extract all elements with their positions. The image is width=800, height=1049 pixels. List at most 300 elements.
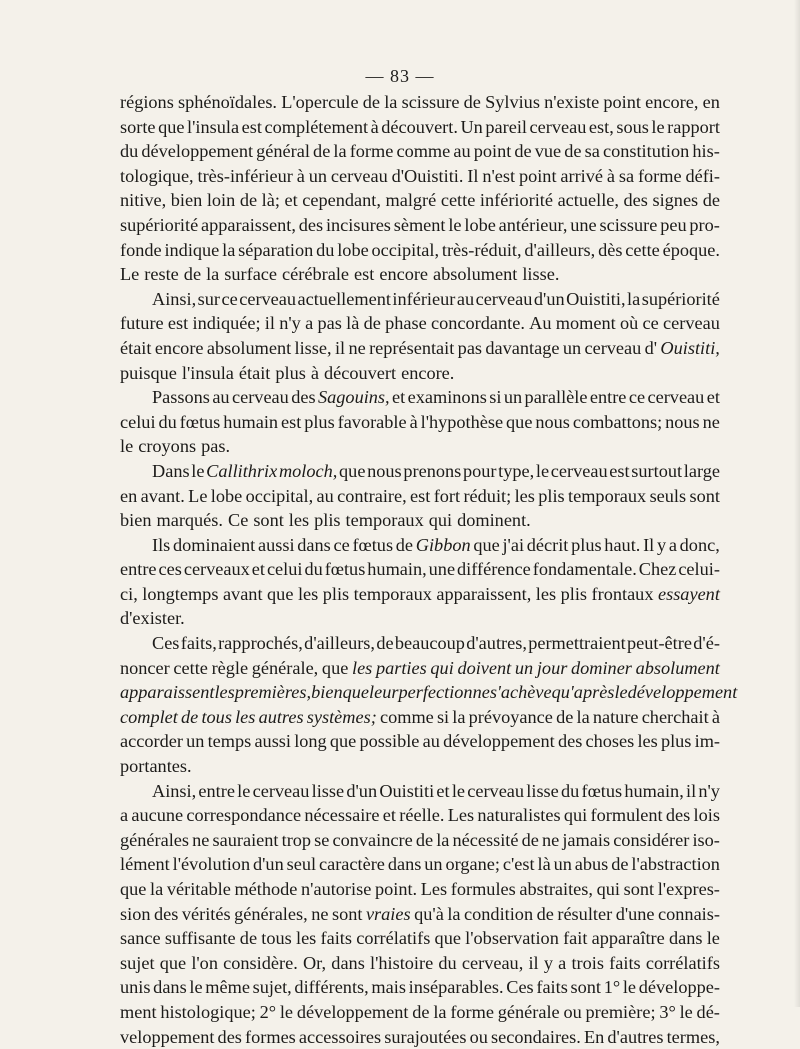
word: est [410, 485, 431, 506]
word: cerveaux [183, 559, 250, 580]
word: croyons [138, 436, 197, 457]
word: ce [642, 313, 659, 334]
word: point [603, 92, 641, 112]
word: générales, [234, 903, 308, 924]
word: forme [349, 141, 394, 162]
word: l'abstraction [631, 854, 720, 875]
word: fort [433, 485, 461, 506]
word: l'histoire [370, 952, 434, 973]
word: a [305, 313, 314, 334]
word: de [702, 190, 720, 211]
text-line [120, 705, 720, 730]
word: qui [428, 510, 453, 531]
word: l'évolution [172, 854, 251, 875]
text-line [120, 459, 720, 484]
word: ou [563, 1001, 582, 1022]
word: de [536, 903, 554, 924]
word: Gibbon [415, 534, 471, 555]
word: nécessité [452, 829, 519, 850]
word: le [451, 780, 466, 801]
word: choses [585, 731, 635, 752]
word: celui [120, 411, 156, 432]
word: développement [296, 1001, 409, 1022]
word: faits [320, 928, 352, 949]
word: sont [689, 485, 720, 506]
word: de [611, 854, 629, 875]
word: la [447, 903, 461, 924]
word: à [370, 116, 379, 137]
word: le [535, 460, 550, 481]
word: les [514, 485, 535, 506]
word: cerveau [529, 116, 587, 137]
word: apparaissent, [436, 583, 532, 604]
word: cerveau [647, 387, 705, 408]
word: Ouistiti, [660, 337, 720, 358]
word: peu [660, 214, 687, 235]
word: la [627, 288, 641, 309]
word: dans [297, 534, 331, 555]
word: moloch, [278, 460, 338, 481]
word: fœtus [179, 411, 221, 432]
word: prévoyance [468, 706, 553, 727]
word: point. [374, 879, 418, 899]
word: cependant, [302, 190, 381, 211]
word: cette [173, 657, 208, 678]
word: forme [637, 165, 682, 186]
word: développe- [638, 977, 720, 998]
word: j'ai [502, 534, 525, 555]
word: des [153, 903, 179, 924]
text-line [120, 164, 720, 189]
word: ci, [120, 583, 138, 604]
word: Ouistiti, [566, 288, 626, 309]
word: d' [644, 337, 658, 358]
word: différents, [294, 977, 369, 998]
word: des [217, 1026, 242, 1047]
word: lisse [311, 780, 345, 801]
text-line [120, 877, 720, 902]
word: Le [120, 264, 140, 285]
word: là; [261, 190, 280, 211]
word: les [214, 682, 235, 703]
word: ne [702, 411, 720, 432]
word: un [503, 387, 523, 408]
word: sa [584, 141, 600, 162]
word: tous [201, 706, 232, 727]
text-line [120, 631, 720, 656]
word: de [556, 706, 574, 727]
word: à [296, 165, 305, 186]
text-line [120, 90, 720, 115]
text-line [120, 582, 720, 607]
word: encore. [401, 362, 455, 383]
word: est [241, 116, 262, 137]
word: là [346, 313, 360, 334]
word: fait [563, 928, 588, 949]
word: examinons [407, 387, 487, 408]
text-line [120, 262, 720, 287]
word: réelle. [399, 805, 445, 826]
word: en [702, 92, 720, 112]
word: trois [571, 952, 604, 973]
word: cerveau [467, 780, 525, 801]
word: nature [592, 706, 639, 727]
word: la [206, 264, 220, 285]
text-line [120, 336, 720, 361]
word: les [288, 510, 310, 531]
word: et [382, 805, 396, 826]
word: a [558, 952, 567, 973]
word: que [329, 731, 357, 752]
word: organe; [445, 854, 500, 875]
word: Ils [152, 534, 171, 555]
word: Ces [152, 633, 180, 654]
word: Les [420, 879, 448, 899]
word: vraies [365, 903, 411, 924]
word: Ces [506, 977, 534, 998]
word: En [583, 1026, 605, 1047]
word: si [489, 387, 502, 408]
word: sujet, [252, 977, 292, 998]
body-text [120, 90, 738, 1049]
word: du [304, 559, 323, 580]
word: du [158, 411, 177, 432]
word: Or, [302, 952, 327, 973]
word: scissure [401, 92, 460, 112]
word: que [339, 460, 366, 481]
word: nitive, [120, 190, 167, 211]
word: autres [258, 706, 304, 727]
word: l'insula [187, 116, 240, 137]
word: les [535, 583, 557, 604]
word: sauraient [212, 829, 279, 850]
word: des [557, 731, 583, 752]
word: l'observation [465, 928, 559, 949]
word: Les [447, 805, 475, 826]
word: véritable [166, 879, 231, 899]
word: fondamentale. [532, 559, 637, 580]
word: qui [596, 879, 620, 899]
word: de [514, 141, 532, 162]
word: la [384, 92, 398, 112]
word: faits [609, 952, 641, 973]
word: général [256, 141, 310, 162]
word: en [120, 485, 138, 506]
word: le [679, 1001, 693, 1022]
word: du [438, 952, 457, 973]
word: de [239, 928, 258, 949]
word: est, [588, 116, 614, 137]
word: forme [450, 1001, 494, 1022]
word: dans [153, 977, 187, 998]
word: perfection [398, 682, 473, 703]
text-line [120, 606, 720, 631]
word: des [623, 190, 648, 211]
word: prenons [403, 460, 462, 481]
word: comme [396, 141, 451, 162]
word: parties [375, 657, 427, 678]
word: accessoires [298, 1026, 382, 1047]
word: les [297, 583, 319, 604]
word: séparation [238, 239, 314, 260]
word: d'un [346, 780, 378, 801]
word: im- [694, 731, 720, 752]
word: cerveau [663, 313, 720, 334]
word: et [436, 780, 450, 801]
word: d'autres [607, 1026, 664, 1047]
word: est [609, 460, 630, 481]
text-line [120, 213, 720, 238]
word: Callithrix [206, 460, 278, 481]
word: que [434, 928, 461, 949]
word: est [280, 411, 302, 432]
word: d'un [253, 854, 284, 875]
word: plis [538, 485, 565, 506]
word: et [392, 387, 406, 408]
word: aussi [254, 731, 291, 752]
word: type, [498, 460, 535, 481]
word: très-réduit, [441, 239, 522, 260]
word: n'autorise [301, 879, 372, 899]
word: cerveau [550, 460, 608, 481]
word: Un [460, 116, 483, 137]
word: seul [286, 854, 317, 875]
word: n'existe [544, 92, 600, 112]
word: large [683, 460, 720, 481]
word: Ainsi, [152, 780, 197, 801]
word: les [295, 928, 317, 949]
word: phase [385, 313, 427, 334]
word: il [528, 952, 539, 973]
word: Sagouins, [318, 387, 390, 408]
word: condition [464, 903, 534, 924]
word: faits [536, 977, 568, 998]
word: de [564, 141, 582, 162]
word: de [313, 141, 331, 162]
word: ce [333, 534, 350, 555]
word: humain [223, 411, 279, 432]
word: future [120, 313, 164, 334]
word: celui [266, 559, 303, 580]
word: temporaux [568, 485, 647, 506]
word: noncer [120, 657, 170, 678]
word: actuellement [297, 288, 391, 309]
word: plus [571, 534, 602, 555]
word: si [436, 706, 450, 727]
word: L'opercule [281, 92, 359, 112]
word: les [637, 731, 658, 752]
word: haut. [604, 534, 641, 555]
word: apparaissent, [201, 214, 296, 235]
word: sa [618, 165, 635, 186]
word: Le [188, 485, 208, 506]
text-line [120, 1000, 720, 1025]
word: que [120, 879, 147, 899]
word: contraire, [337, 485, 407, 506]
word: et [284, 190, 298, 211]
word: de [183, 264, 202, 285]
word: de [412, 1001, 430, 1022]
word: un [514, 657, 534, 678]
word: sont [570, 977, 602, 998]
word: l'hypothèse [420, 411, 504, 432]
word: bien [120, 510, 152, 531]
word: 1° [603, 977, 621, 998]
word: réduit; [463, 485, 512, 506]
word: premières, [234, 682, 312, 703]
word: cerveau [252, 780, 310, 801]
word: un [424, 854, 443, 875]
word: au [212, 387, 230, 408]
word: ces [158, 559, 182, 580]
word: la [436, 829, 450, 850]
word: ne [541, 829, 560, 850]
word: jour [536, 657, 568, 678]
text-line [120, 139, 720, 164]
word: celui- [678, 559, 720, 580]
word: essayent [657, 583, 720, 604]
word: les [351, 657, 373, 678]
word: était [120, 337, 152, 358]
word: cerveau [330, 165, 388, 186]
text-line [120, 311, 720, 336]
word: dominer [570, 657, 632, 678]
word: d'Ouistiti. [391, 165, 464, 186]
word: bien [311, 682, 343, 703]
word: long [294, 731, 327, 752]
word: pareil [485, 116, 527, 137]
page-number: — 83 — [365, 66, 435, 86]
word: sujet [120, 952, 155, 973]
word: des [298, 214, 324, 235]
word: sion [120, 903, 151, 924]
word: sance [120, 928, 161, 949]
text-line [120, 1025, 720, 1049]
text-line [120, 902, 720, 927]
word: d'une [615, 903, 655, 924]
text-line [120, 410, 720, 435]
word: des [665, 805, 691, 826]
word: plus [304, 411, 335, 432]
word: pro- [689, 214, 720, 235]
word: temps [207, 731, 252, 752]
text-line [120, 852, 720, 877]
word: corrélatifs [645, 952, 720, 973]
text-line [120, 238, 720, 263]
word: très-inférieur [197, 165, 293, 186]
word: lois [693, 805, 720, 826]
word: de [463, 92, 481, 112]
text-line [120, 385, 720, 410]
word: secondaires. [491, 1026, 581, 1047]
word: pour [462, 460, 497, 481]
word: ce [628, 387, 646, 408]
word: était [238, 362, 271, 383]
word: de [363, 313, 381, 334]
word: développement [627, 682, 738, 703]
word: qui [563, 805, 588, 826]
word: où [619, 313, 639, 334]
word: au [456, 288, 475, 309]
word: formules [450, 879, 516, 899]
word: Au [529, 313, 552, 334]
word: concordante. [431, 313, 525, 334]
word: des [291, 387, 316, 408]
word: dé- [696, 1001, 720, 1022]
word: dans [387, 854, 422, 875]
word: le [614, 682, 628, 703]
word: n'est [482, 165, 516, 186]
word: considérer [613, 829, 690, 850]
word: de [521, 829, 539, 850]
word: nous [367, 460, 402, 481]
word: le [706, 928, 720, 949]
word: cette [440, 190, 476, 211]
word: se [314, 829, 330, 850]
word: cerveau [584, 337, 642, 358]
word: que [267, 583, 294, 604]
text-line [120, 779, 720, 804]
word: époque. [662, 239, 720, 260]
word: défi- [685, 165, 720, 186]
text-line [120, 533, 720, 558]
word: accorder [120, 731, 183, 752]
word: rapport [667, 116, 720, 137]
word: même [205, 977, 250, 998]
word: à [711, 706, 720, 727]
word: formes [245, 1026, 296, 1047]
word: ne [472, 682, 490, 703]
text-line [120, 926, 720, 951]
word: au [453, 141, 471, 162]
word: développement [443, 731, 555, 752]
word: la [150, 879, 164, 899]
word: formulent [590, 805, 663, 826]
word: entre [198, 780, 235, 801]
word: indique [164, 239, 220, 260]
word: absolument [206, 337, 292, 358]
word: supériorité [641, 288, 720, 309]
word: l'expres- [657, 879, 720, 899]
word: cérébrale [282, 264, 350, 285]
word: Ouistiti [379, 780, 435, 801]
word: termes, [666, 1026, 720, 1047]
word: régions [120, 92, 174, 112]
text-line [120, 803, 720, 828]
word: que [158, 116, 185, 137]
word: sur [197, 288, 221, 309]
word: résulter [557, 903, 613, 924]
word: nous [535, 411, 570, 432]
word: cherchait [641, 706, 709, 727]
word: une [428, 559, 456, 580]
word: cerveau [239, 288, 297, 309]
word: humain, [624, 780, 684, 801]
word: donc, [679, 534, 720, 555]
word: y [543, 952, 553, 973]
word: correspondance [186, 805, 302, 826]
word: ne [348, 337, 366, 358]
word: lisse [526, 780, 559, 801]
word: corrélatifs [356, 928, 431, 949]
word: entre [589, 387, 627, 408]
word: peut-être [626, 633, 692, 654]
word: un [562, 337, 582, 358]
word: l'on [191, 952, 218, 973]
word: convaincre [332, 829, 413, 850]
word: lobe [337, 239, 369, 260]
word: de [181, 706, 199, 727]
